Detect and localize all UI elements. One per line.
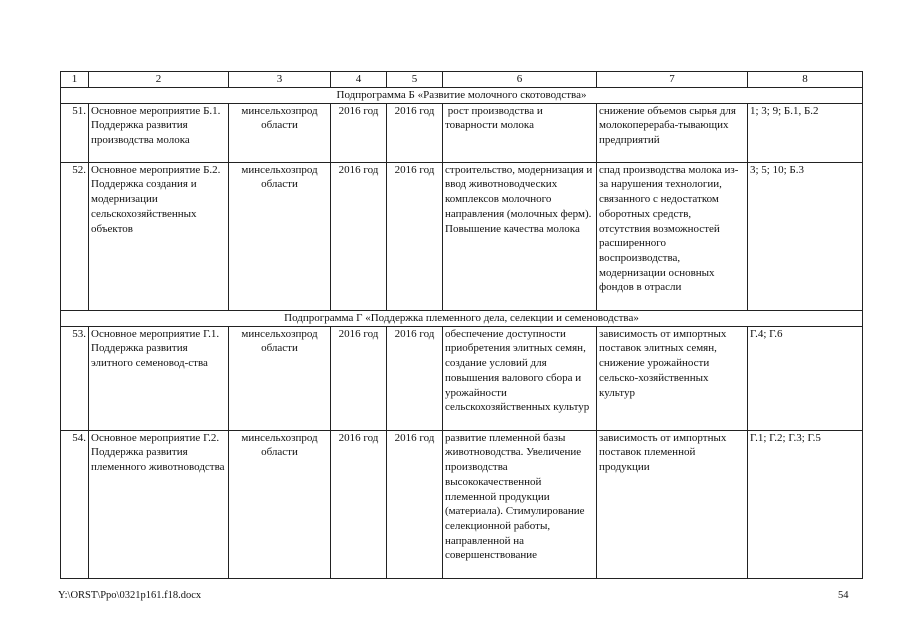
column-number: 4: [331, 72, 387, 88]
result-cell: обеспечение доступности приобретения элитных семян, создание условий для повышения валового сбора и урожайности сельскохозяйственных культур: [443, 326, 597, 430]
row-number: 51.: [61, 103, 89, 162]
start-cell: 2016 год: [331, 326, 387, 430]
file-path: Y:\ORST\Ppo\0321p161.f18.docx: [58, 590, 202, 601]
link-cell: Г.1; Г.2; Г.3; Г.5: [748, 430, 863, 578]
consequence-cell: зависимость от импортных поставок элитных семян, снижение урожайности сельско-хозяйственных культур: [597, 326, 748, 430]
consequence-cell: снижение объемов сырья для молокоперераба-тывающих предприятий: [597, 103, 748, 162]
column-number: 7: [597, 72, 748, 88]
row-number: 54.: [61, 430, 89, 578]
activity-cell: Основное мероприятие Б.2. Поддержка создания и модернизации сельскохозяйственных объектов: [89, 162, 229, 310]
table-row: [61, 103, 863, 162]
consequence-cell: спад производства молока из-за нарушения технологии, связанного с недостатком оборотных средств, отсутствия возможностей расширенного воспроизводства, модернизации основных фондов в отрасли: [597, 162, 748, 310]
activity-cell: Основное мероприятие Б.1. Поддержка развития производства молока: [89, 103, 229, 162]
section-title: Подпрограмма Б «Развитие молочного скотоводства»: [61, 87, 863, 103]
section-title-row: [61, 310, 863, 326]
end-cell: 2016 год: [387, 162, 443, 310]
column-number: 6: [443, 72, 597, 88]
result-cell: рост производства и товарности молока: [443, 103, 597, 162]
result-cell: строительство, модернизация и ввод животноводческих комплексов молочного направления (молочных ферм). Повышение качества молока: [443, 162, 597, 310]
column-number: 5: [387, 72, 443, 88]
executor-cell: минсельхозпрод области: [229, 430, 331, 578]
activity-cell: Основное мероприятие Г.2. Поддержка развития племенного животноводства: [89, 430, 229, 578]
executor-cell: минсельхозпрод области: [229, 326, 331, 430]
table-row: [61, 430, 863, 578]
column-number: 2: [89, 72, 229, 88]
start-cell: 2016 год: [331, 103, 387, 162]
section-title: Подпрограмма Г «Поддержка племенного дела, селекции и семеноводства»: [61, 310, 863, 326]
column-number: 3: [229, 72, 331, 88]
column-number: 8: [748, 72, 863, 88]
end-cell: 2016 год: [387, 326, 443, 430]
activity-cell: Основное мероприятие Г.1. Поддержка развития элитного семеновод-ства: [89, 326, 229, 430]
page-number: 54: [838, 590, 849, 601]
link-cell: Г.4; Г.6: [748, 326, 863, 430]
column-number: 1: [61, 72, 89, 88]
result-cell: развитие племенной базы животноводства. Увеличение производства высококачественной племенной продукции (материала). Стимулирование селекционной работы, направленной на совершенствование: [443, 430, 597, 578]
row-number: 52.: [61, 162, 89, 310]
consequence-cell: зависимость от импортных поставок племенной продукции: [597, 430, 748, 578]
link-cell: 1; 3; 9; Б.1, Б.2: [748, 103, 863, 162]
end-cell: 2016 год: [387, 430, 443, 578]
executor-cell: минсельхозпрод области: [229, 162, 331, 310]
measures-table: [60, 71, 863, 579]
table-row: [61, 162, 863, 310]
link-cell: 3; 5; 10; Б.3: [748, 162, 863, 310]
end-cell: 2016 год: [387, 103, 443, 162]
executor-cell: минсельхозпрод области: [229, 103, 331, 162]
start-cell: 2016 год: [331, 162, 387, 310]
table-row: [61, 326, 863, 430]
section-title-row: [61, 87, 863, 103]
column-number-row: [61, 72, 863, 88]
start-cell: 2016 год: [331, 430, 387, 578]
row-number: 53.: [61, 326, 89, 430]
